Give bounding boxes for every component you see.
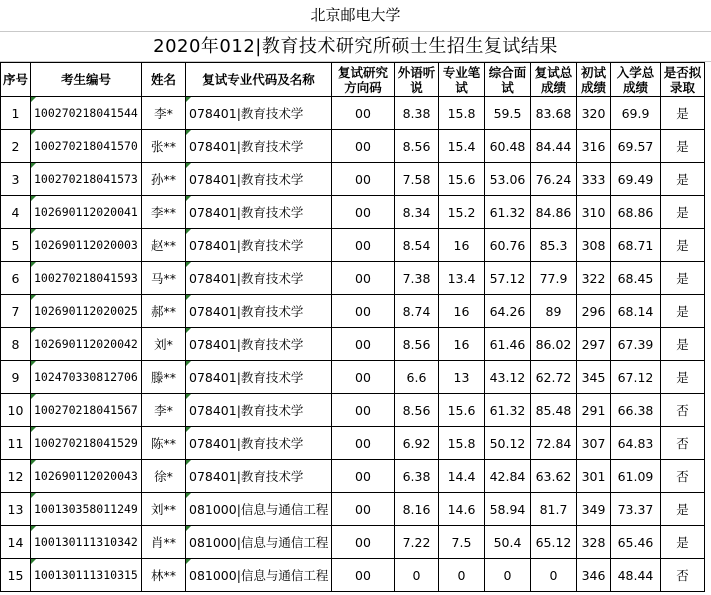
- table-row: [1, 163, 705, 196]
- cell-foreign-language[interactable]: 8.56: [395, 328, 439, 361]
- col-header-direction-code[interactable]: 复试研究方向码: [332, 63, 395, 97]
- cell-foreign-language[interactable]: 6.92: [395, 427, 439, 460]
- cell-written-exam[interactable]: 15.6: [439, 394, 485, 427]
- cell-candidate-id[interactable]: 100130111310315: [31, 559, 142, 592]
- cell-major[interactable]: 081000|信息与通信工程: [186, 526, 332, 559]
- cell-prelim-score[interactable]: 346: [577, 559, 611, 592]
- cell-written-exam[interactable]: 15.2: [439, 196, 485, 229]
- cell-prelim-score[interactable]: 301: [577, 460, 611, 493]
- cell-admission-total[interactable]: 73.37: [611, 493, 661, 526]
- cell-admitted[interactable]: 是: [661, 262, 705, 295]
- cell-candidate-id[interactable]: 102690112020003: [31, 229, 142, 262]
- cell-interview[interactable]: 43.12: [485, 361, 531, 394]
- cell-retest-total[interactable]: 85.3: [531, 229, 577, 262]
- cell-prelim-score[interactable]: 328: [577, 526, 611, 559]
- cell-index[interactable]: 5: [1, 229, 31, 262]
- cell-index[interactable]: 4: [1, 196, 31, 229]
- cell-admitted[interactable]: 否: [661, 394, 705, 427]
- table-row: [1, 328, 705, 361]
- cell-direction-code[interactable]: 00: [332, 493, 395, 526]
- cell-interview[interactable]: 61.46: [485, 328, 531, 361]
- cell-major[interactable]: 078401|教育技术学: [186, 130, 332, 163]
- cell-candidate-id[interactable]: 102690112020043: [31, 460, 142, 493]
- cell-major[interactable]: 078401|教育技术学: [186, 361, 332, 394]
- table-body: [1, 97, 705, 592]
- cell-foreign-language[interactable]: 7.38: [395, 262, 439, 295]
- cell-direction-code[interactable]: 00: [332, 295, 395, 328]
- cell-index[interactable]: 1: [1, 97, 31, 130]
- cell-admission-total[interactable]: 48.44: [611, 559, 661, 592]
- cell-admitted[interactable]: 是: [661, 295, 705, 328]
- cell-written-exam[interactable]: 15.8: [439, 97, 485, 130]
- cell-admission-total[interactable]: 68.86: [611, 196, 661, 229]
- cell-major[interactable]: 078401|教育技术学: [186, 196, 332, 229]
- cell-name[interactable]: 郝**: [142, 295, 186, 328]
- cell-major[interactable]: 078401|教育技术学: [186, 427, 332, 460]
- cell-admitted[interactable]: 否: [661, 559, 705, 592]
- cell-index[interactable]: 7: [1, 295, 31, 328]
- cell-name[interactable]: 李*: [142, 97, 186, 130]
- cell-major[interactable]: 078401|教育技术学: [186, 229, 332, 262]
- cell-direction-code[interactable]: 00: [332, 427, 395, 460]
- cell-written-exam[interactable]: 15.4: [439, 130, 485, 163]
- col-header-name[interactable]: 姓名: [142, 63, 186, 97]
- cell-name[interactable]: 李*: [142, 394, 186, 427]
- table-row: [1, 361, 705, 394]
- table-row: [1, 229, 705, 262]
- cell-direction-code[interactable]: 00: [332, 229, 395, 262]
- cell-admission-total[interactable]: 69.57: [611, 130, 661, 163]
- cell-foreign-language[interactable]: 0: [395, 559, 439, 592]
- cell-name[interactable]: 陈**: [142, 427, 186, 460]
- cell-interview[interactable]: 60.48: [485, 130, 531, 163]
- cell-prelim-score[interactable]: 333: [577, 163, 611, 196]
- cell-direction-code[interactable]: 00: [332, 361, 395, 394]
- cell-interview[interactable]: 53.06: [485, 163, 531, 196]
- cell-prelim-score[interactable]: 291: [577, 394, 611, 427]
- cell-name[interactable]: 孙**: [142, 163, 186, 196]
- cell-retest-total[interactable]: 77.9: [531, 262, 577, 295]
- cell-prelim-score[interactable]: 322: [577, 262, 611, 295]
- cell-index[interactable]: 10: [1, 394, 31, 427]
- table-row: [1, 460, 705, 493]
- cell-index[interactable]: 3: [1, 163, 31, 196]
- col-header-index[interactable]: 序号: [1, 63, 31, 97]
- cell-candidate-id[interactable]: 100130111310342: [31, 526, 142, 559]
- col-header-interview[interactable]: 综合面试: [485, 63, 531, 97]
- cell-major[interactable]: 078401|教育技术学: [186, 97, 332, 130]
- cell-admission-total[interactable]: 69.9: [611, 97, 661, 130]
- cell-retest-total[interactable]: 62.72: [531, 361, 577, 394]
- cell-direction-code[interactable]: 00: [332, 262, 395, 295]
- cell-direction-code[interactable]: 00: [332, 559, 395, 592]
- col-header-written-exam[interactable]: 专业笔试: [439, 63, 485, 97]
- cell-prelim-score[interactable]: 310: [577, 196, 611, 229]
- col-header-foreign-language[interactable]: 外语听说: [395, 63, 439, 97]
- cell-foreign-language[interactable]: 7.58: [395, 163, 439, 196]
- cell-foreign-language[interactable]: 8.34: [395, 196, 439, 229]
- cell-retest-total[interactable]: 76.24: [531, 163, 577, 196]
- table-row: [1, 262, 705, 295]
- cell-admitted[interactable]: 是: [661, 493, 705, 526]
- cell-name[interactable]: 张**: [142, 130, 186, 163]
- cell-index[interactable]: 13: [1, 493, 31, 526]
- cell-interview[interactable]: 50.12: [485, 427, 531, 460]
- cell-name[interactable]: 马**: [142, 262, 186, 295]
- cell-index[interactable]: 12: [1, 460, 31, 493]
- cell-major[interactable]: 078401|教育技术学: [186, 328, 332, 361]
- cell-admission-total[interactable]: 65.46: [611, 526, 661, 559]
- cell-interview[interactable]: 64.26: [485, 295, 531, 328]
- cell-major[interactable]: 078401|教育技术学: [186, 163, 332, 196]
- cell-direction-code[interactable]: 00: [332, 130, 395, 163]
- cell-admission-total[interactable]: 67.39: [611, 328, 661, 361]
- cell-retest-total[interactable]: 89: [531, 295, 577, 328]
- cell-direction-code[interactable]: 00: [332, 328, 395, 361]
- col-header-prelim-score[interactable]: 初试成绩: [577, 63, 611, 97]
- university-name[interactable]: 北京邮电大学: [0, 0, 711, 32]
- cell-major[interactable]: 081000|信息与通信工程: [186, 559, 332, 592]
- cell-foreign-language[interactable]: 8.56: [395, 130, 439, 163]
- cell-candidate-id[interactable]: 100270218041544: [31, 97, 142, 130]
- cell-interview[interactable]: 60.76: [485, 229, 531, 262]
- cell-admission-total[interactable]: 68.14: [611, 295, 661, 328]
- cell-candidate-id[interactable]: 100270218041570: [31, 130, 142, 163]
- cell-name[interactable]: 刘**: [142, 493, 186, 526]
- cell-index[interactable]: 11: [1, 427, 31, 460]
- cell-interview[interactable]: 61.32: [485, 196, 531, 229]
- cell-candidate-id[interactable]: 100130358011249: [31, 493, 142, 526]
- col-header-major[interactable]: 复试专业代码及名称: [186, 63, 332, 97]
- cell-admission-total[interactable]: 66.38: [611, 394, 661, 427]
- cell-admission-total[interactable]: 67.12: [611, 361, 661, 394]
- cell-index[interactable]: 2: [1, 130, 31, 163]
- sheet-title[interactable]: 2020年012|教育技术研究所硕士生招生复试结果: [0, 32, 711, 62]
- cell-major[interactable]: 078401|教育技术学: [186, 394, 332, 427]
- cell-admission-total[interactable]: 69.49: [611, 163, 661, 196]
- cell-admitted[interactable]: 是: [661, 163, 705, 196]
- cell-name[interactable]: 滕**: [142, 361, 186, 394]
- cell-candidate-id[interactable]: 102690112020041: [31, 196, 142, 229]
- cell-retest-total[interactable]: 86.02: [531, 328, 577, 361]
- cell-candidate-id[interactable]: 100270218041573: [31, 163, 142, 196]
- table-row: [1, 97, 705, 130]
- table-row: [1, 394, 705, 427]
- cell-retest-total[interactable]: 0: [531, 559, 577, 592]
- cell-direction-code[interactable]: 00: [332, 97, 395, 130]
- cell-major[interactable]: 078401|教育技术学: [186, 262, 332, 295]
- cell-admitted[interactable]: 是: [661, 196, 705, 229]
- cell-index[interactable]: 14: [1, 526, 31, 559]
- cell-prelim-score[interactable]: 308: [577, 229, 611, 262]
- cell-major[interactable]: 081000|信息与通信工程: [186, 493, 332, 526]
- cell-index[interactable]: 15: [1, 559, 31, 592]
- cell-written-exam[interactable]: 16: [439, 328, 485, 361]
- cell-major[interactable]: 078401|教育技术学: [186, 460, 332, 493]
- cell-direction-code[interactable]: 00: [332, 394, 395, 427]
- cell-prelim-score[interactable]: 320: [577, 97, 611, 130]
- cell-direction-code[interactable]: 00: [332, 526, 395, 559]
- cell-foreign-language[interactable]: 6.38: [395, 460, 439, 493]
- cell-candidate-id[interactable]: 102470330812706: [31, 361, 142, 394]
- cell-foreign-language[interactable]: 8.38: [395, 97, 439, 130]
- cell-written-exam[interactable]: 7.5: [439, 526, 485, 559]
- cell-name[interactable]: 肖**: [142, 526, 186, 559]
- cell-retest-total[interactable]: 85.48: [531, 394, 577, 427]
- results-table: [0, 62, 705, 592]
- cell-admitted[interactable]: 否: [661, 427, 705, 460]
- cell-prelim-score[interactable]: 316: [577, 130, 611, 163]
- cell-index[interactable]: 8: [1, 328, 31, 361]
- col-header-admitted[interactable]: 是否拟录取: [661, 63, 705, 97]
- cell-candidate-id[interactable]: 100270218041567: [31, 394, 142, 427]
- cell-index[interactable]: 6: [1, 262, 31, 295]
- cell-foreign-language[interactable]: 8.54: [395, 229, 439, 262]
- col-header-admission-total[interactable]: 入学总成绩: [611, 63, 661, 97]
- cell-interview[interactable]: 0: [485, 559, 531, 592]
- cell-written-exam[interactable]: 15.6: [439, 163, 485, 196]
- cell-retest-total[interactable]: 81.7: [531, 493, 577, 526]
- cell-admission-total[interactable]: 64.83: [611, 427, 661, 460]
- cell-retest-total[interactable]: 63.62: [531, 460, 577, 493]
- cell-written-exam[interactable]: 13: [439, 361, 485, 394]
- cell-direction-code[interactable]: 00: [332, 163, 395, 196]
- cell-direction-code[interactable]: 00: [332, 196, 395, 229]
- cell-interview[interactable]: 50.4: [485, 526, 531, 559]
- cell-prelim-score[interactable]: 297: [577, 328, 611, 361]
- cell-admitted[interactable]: 是: [661, 97, 705, 130]
- cell-direction-code[interactable]: 00: [332, 460, 395, 493]
- cell-admitted[interactable]: 是: [661, 328, 705, 361]
- cell-admitted[interactable]: 是: [661, 229, 705, 262]
- cell-candidate-id[interactable]: 100270218041593: [31, 262, 142, 295]
- cell-admission-total[interactable]: 61.09: [611, 460, 661, 493]
- cell-foreign-language[interactable]: 6.6: [395, 361, 439, 394]
- cell-name[interactable]: 林**: [142, 559, 186, 592]
- cell-candidate-id[interactable]: 100270218041529: [31, 427, 142, 460]
- cell-admitted[interactable]: 是: [661, 361, 705, 394]
- col-header-candidate-id[interactable]: 考生编号: [31, 63, 142, 97]
- header-row: [1, 63, 705, 97]
- cell-retest-total[interactable]: 72.84: [531, 427, 577, 460]
- cell-major[interactable]: 078401|教育技术学: [186, 295, 332, 328]
- cell-admitted[interactable]: 是: [661, 526, 705, 559]
- cell-name[interactable]: 刘*: [142, 328, 186, 361]
- cell-admission-total[interactable]: 68.71: [611, 229, 661, 262]
- cell-index[interactable]: 9: [1, 361, 31, 394]
- cell-candidate-id[interactable]: 102690112020025: [31, 295, 142, 328]
- table-row: [1, 196, 705, 229]
- cell-name[interactable]: 李**: [142, 196, 186, 229]
- cell-admitted[interactable]: 是: [661, 130, 705, 163]
- cell-interview[interactable]: 57.12: [485, 262, 531, 295]
- cell-name[interactable]: 徐*: [142, 460, 186, 493]
- cell-retest-total[interactable]: 84.86: [531, 196, 577, 229]
- table-row: [1, 526, 705, 559]
- cell-foreign-language[interactable]: 7.22: [395, 526, 439, 559]
- cell-interview[interactable]: 61.32: [485, 394, 531, 427]
- cell-prelim-score[interactable]: 349: [577, 493, 611, 526]
- table-row: [1, 130, 705, 163]
- cell-written-exam[interactable]: 14.6: [439, 493, 485, 526]
- cell-written-exam[interactable]: 16: [439, 295, 485, 328]
- cell-admission-total[interactable]: 68.45: [611, 262, 661, 295]
- cell-candidate-id[interactable]: 102690112020042: [31, 328, 142, 361]
- cell-retest-total[interactable]: 65.12: [531, 526, 577, 559]
- cell-written-exam[interactable]: 13.4: [439, 262, 485, 295]
- cell-written-exam[interactable]: 15.8: [439, 427, 485, 460]
- cell-written-exam[interactable]: 0: [439, 559, 485, 592]
- cell-written-exam[interactable]: 14.4: [439, 460, 485, 493]
- cell-prelim-score[interactable]: 345: [577, 361, 611, 394]
- cell-written-exam[interactable]: 16: [439, 229, 485, 262]
- cell-name[interactable]: 赵**: [142, 229, 186, 262]
- cell-prelim-score[interactable]: 296: [577, 295, 611, 328]
- cell-interview[interactable]: 59.5: [485, 97, 531, 130]
- cell-interview[interactable]: 58.94: [485, 493, 531, 526]
- table-row: [1, 559, 705, 592]
- cell-interview[interactable]: 42.84: [485, 460, 531, 493]
- cell-foreign-language[interactable]: 8.16: [395, 493, 439, 526]
- table-row: [1, 295, 705, 328]
- table-row: [1, 493, 705, 526]
- cell-foreign-language[interactable]: 8.74: [395, 295, 439, 328]
- cell-retest-total[interactable]: 83.68: [531, 97, 577, 130]
- col-header-retest-total[interactable]: 复试总成绩: [531, 63, 577, 97]
- cell-retest-total[interactable]: 84.44: [531, 130, 577, 163]
- cell-foreign-language[interactable]: 8.56: [395, 394, 439, 427]
- cell-admitted[interactable]: 否: [661, 460, 705, 493]
- cell-prelim-score[interactable]: 307: [577, 427, 611, 460]
- table-row: [1, 427, 705, 460]
